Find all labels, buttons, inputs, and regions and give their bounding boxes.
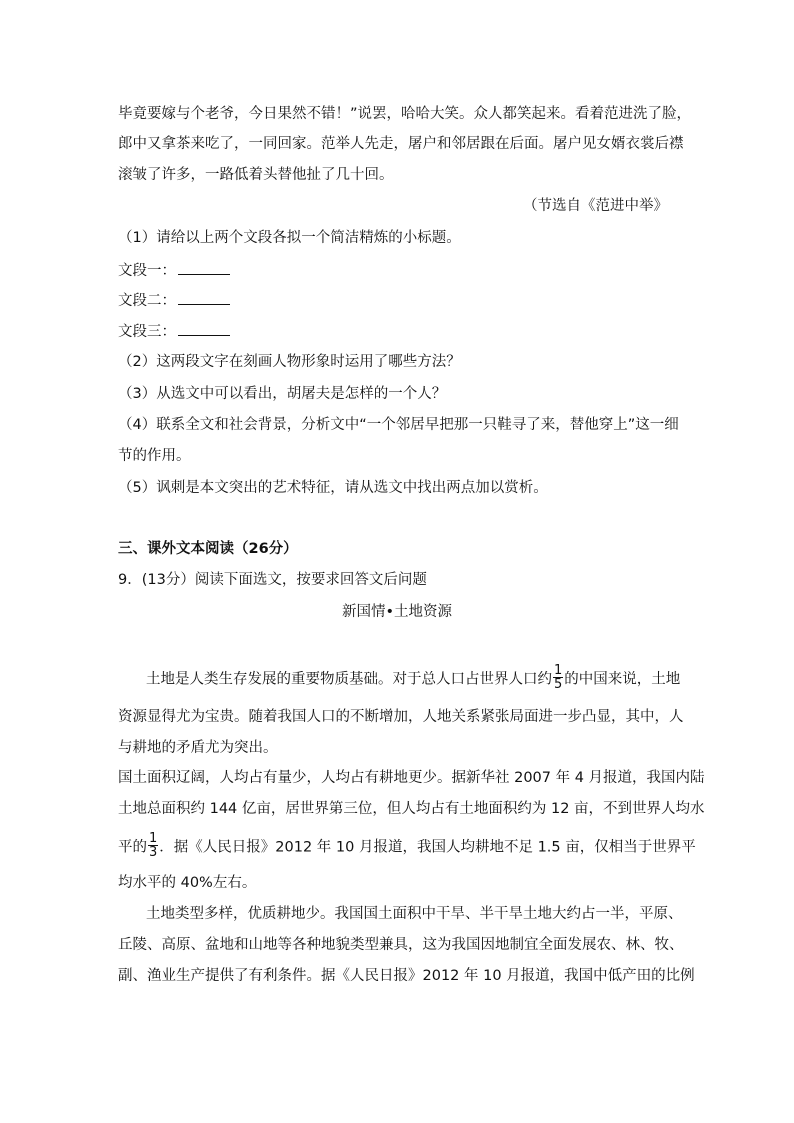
fraction-one-third xyxy=(148,832,158,859)
fraction-numerator: 1 xyxy=(149,831,158,846)
fill-blank-2[interactable] xyxy=(178,290,230,305)
passage-line-1: 毕竟要嫁与个老爷，今日果然不错！”说罢，哈哈大笑。众人都笑起来。看着范进洗了脸， xyxy=(118,106,692,122)
p1-text-b: 的中国来说，土地 xyxy=(564,671,681,688)
question-4-line-2: 节的作用。 xyxy=(118,448,191,464)
article-p2-line-2: 土地总面积约 144 亿亩，居世界第三位，但人均占有土地面积约为 12 亩，不到世界人均水 xyxy=(118,801,705,817)
fraction-one-fifth xyxy=(553,664,563,691)
p1-text-a: 土地是人类生存发展的重要物质基础。对于总人口占世界人口约 xyxy=(146,671,552,688)
question-2: （2）这两段文字在刻画人物形象时运用了哪些方法？ xyxy=(118,354,461,370)
article-p2-line-1: 国土面积辽阔，人均占有量少，人均占有耕地更少。据新华社 2007 年 4 月报道，我国内陆 xyxy=(118,770,705,786)
section-heading: 三、课外文本阅读（26分） xyxy=(118,541,298,557)
answer-blank-1 xyxy=(118,260,230,281)
passage-source: （节选自《范进中举》 xyxy=(523,198,668,214)
p2-text-a: 平的 xyxy=(118,839,147,856)
fraction-denominator: 3 xyxy=(149,845,158,860)
question-1: （1）请给以上两个文段各拟一个简洁精炼的小标题。 xyxy=(118,230,461,246)
question-4-line-1: （4）联系全文和社会背景，分析文中“一个邻居早把那一只鞋寻了来，替他穿上”这一细 xyxy=(118,417,679,433)
fill-blank-3[interactable] xyxy=(178,321,230,336)
answer-blank-3 xyxy=(118,321,230,342)
fraction-denominator: 5 xyxy=(554,677,563,692)
article-p1-line-3: 与耕地的矛盾尤为突出。 xyxy=(118,740,278,756)
blank-label-2: 文段二： xyxy=(118,293,176,309)
article-p2-line-3 xyxy=(118,831,696,861)
fill-blank-1[interactable] xyxy=(178,260,230,275)
article-p1-line-1 xyxy=(146,663,681,693)
question-5: （5）讽刺是本文突出的艺术特征，请从选文中找出两点加以赏析。 xyxy=(118,480,548,496)
passage-line-2: 郎中又拿茶来吃了，一同回家。范举人先走，屠户和邻居跟在后面。屠户见女婿衣裳后襟 xyxy=(118,136,684,152)
passage-line-3: 滚皱了许多，一路低着头替他扯了几十回。 xyxy=(118,167,394,183)
blank-label-1: 文段一： xyxy=(118,263,176,279)
answer-blank-2 xyxy=(118,290,230,311)
article-p3-line-1: 土地类型多样，优质耕地少。我国国土面积中干旱、半干旱土地大约占一半，平原、 xyxy=(146,906,683,922)
blank-label-3: 文段三： xyxy=(118,324,176,340)
question-9: 9．(13分）阅读下面选文，按要求回答文后问题 xyxy=(118,572,427,588)
article-p2-line-4: 均水平的 40%左右。 xyxy=(118,875,257,891)
article-p1-line-2: 资源显得尤为宝贵。随着我国人口的不断增加，人地关系紧张局面进一步凸显，其中，人 xyxy=(118,709,684,725)
question-3: （3）从选文中可以看出，胡屠夫是怎样的一个人？ xyxy=(118,386,447,402)
p2-text-b: ．据《人民日报》2012 年 10 月报道，我国人均耕地不足 1.5 亩，仅相当于世界平 xyxy=(159,839,696,856)
article-title: 新国情•土地资源 xyxy=(341,604,453,620)
article-p3-line-2: 丘陵、高原、盆地和山地等各种地貌类型兼具，这为我国因地制宜全面发展农、林、牧、 xyxy=(118,937,684,953)
article-p3-line-3: 副、渔业生产提供了有利条件。据《人民日报》2012 年 10 月报道，我国中低产田的比例 xyxy=(118,968,695,984)
fraction-numerator: 1 xyxy=(554,663,563,678)
